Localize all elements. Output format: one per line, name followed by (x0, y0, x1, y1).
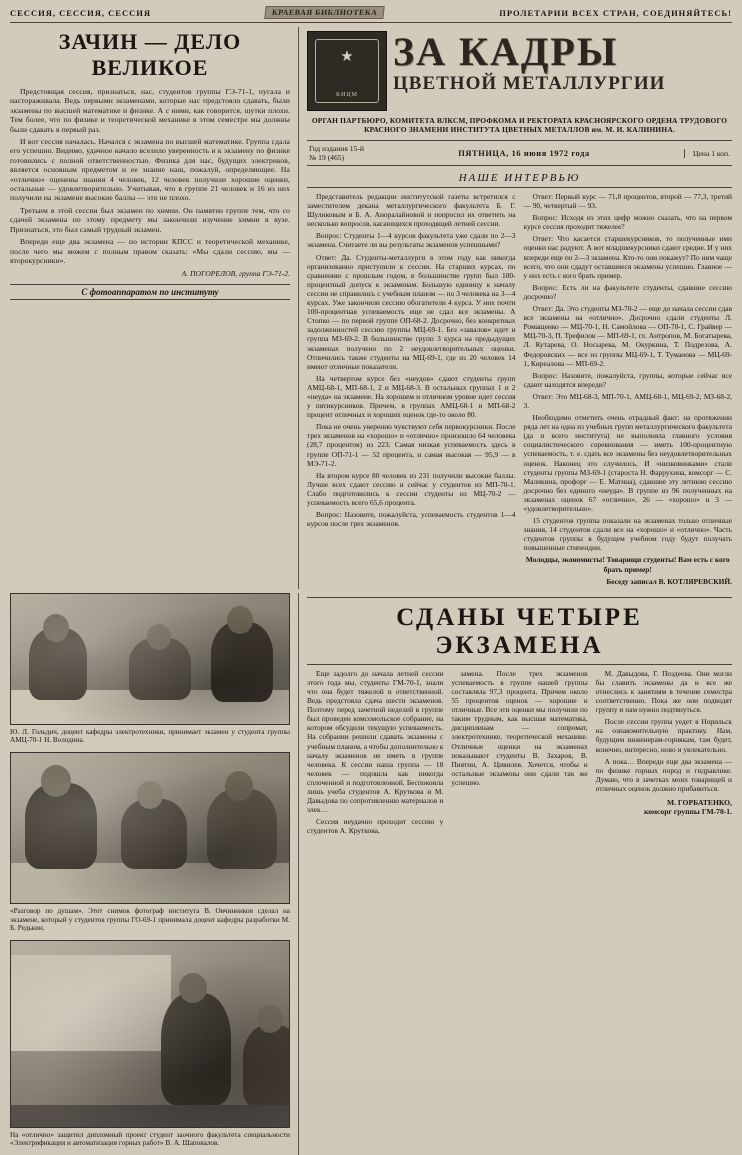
newspaper-title: ЗА КАДРЫ (393, 29, 619, 74)
publisher-line: ОРГАН ПАРТБЮРО, КОМИТЕТА ВЛКСМ, ПРОФКОМА И РЕКТОРАТА КРАСНОЯРСКОГО ОРДЕНА ТРУДОВОГО КРАСНОГО ЗНАМЕНИ ИНСТИТУТА ЦВЕТНЫХ МЕТАЛЛОВ им. М. И. КАЛИНИНА. (311, 116, 728, 134)
top-strip-slogan: ПРОЛЕТАРИИ ВСЕХ СТРАН, СОЕДИНЯЙТЕСЬ! (499, 7, 732, 18)
interview-call: Молодцы, экономисты! Товарищи студенты! Вам есть с кого брать пример! (525, 555, 730, 574)
interview-closing: Необходимо отметить очень отрадный факт: на протяжении ряда лет на одна из учебных групп металлургического факультета (да и всего института) не выполняла главного условия социалистического соревнования — иметь 100-процентную успеваемость, т. е. сдать все экзамены без неудовлетворительных оценок. Наконец это случилось. И «низковинками» стали студенты группы МЗ-69-1 (староста Н. Фаррухина, комсорг — С. Маликина, профорг — Е. Матина), сдавшие эту летнюю сессию досрочно без единого «неуда». В группе из 96 полученных на экзаменах оценок 67 «отлично», 26 — «хорошо» и 3 — «удовлетворительно». (523, 413, 732, 513)
feature-column-2 (451, 669, 587, 839)
lead-paragraph: Третьим в этой сессии был экзамен по химии. Он памятен группе тем, что со сдачей экзамена по этому предмету мы закончили изучение химии в вузе. Признаться, это был самый трудный экзамен. (10, 205, 290, 234)
interview-block: Ответ: Первый курс — 71,8 процентов, второй — 77,3, третий — 90, четвертый — 93. (523, 192, 732, 211)
lead-paragraph: Предстоящая сессия, признаться, нас, студентов группы ГЭ-71-1, пугала и настораживала. Ведь первыми экзаменами, которые нас предстояло сдавать, были экзамены по высшей математике и физике. А с ними, как говорится, шутки плохи. Тем более, что по физике и теоретической механике в этом семестре мы должны были сдавать в первый раз. (10, 87, 290, 134)
top-strip (10, 6, 732, 23)
photo-diploma-defense (10, 940, 290, 1128)
issue-number: № 19 (465) (309, 153, 345, 162)
interview-block: Ответ: Это МЦ-68-3, МП-70-1, АМЦ-68-1, МЦ-69-2, МЗ-68-2, 3. (523, 391, 732, 410)
masthead-column (298, 27, 732, 589)
feature-paragraph: А пока… Впереди еще два экзамена — по физике горных пород и гидравлике. Думаю, что в зачетках моих товарищей и отличных оценок должно прибавиться. (595, 756, 732, 793)
logo-block (307, 27, 732, 111)
feature-signature (596, 798, 732, 817)
interview-block: Вопрос: Студенты 1—4 курсов факультета уже сдали по 2—3 экзамена. Считаете ли вы результаты экзаменов успешными? (307, 231, 516, 250)
interview-column-left (307, 192, 516, 589)
masthead-section (10, 27, 732, 589)
interview-intro: Представитель редакции институтской газеты встретился с заместителем декана металлургического факультета Б. Г. Шуликовым и Б. А. Аноралайновой и попросил их ответить на несколько вопросов, касающихся проходящей летней сессии. (307, 192, 516, 229)
interview-block: Ответ: Что касается старшекурсников, то полученные ими оценки нас радуют. А вот младшекурсники сдают средне. И у них впереди еще по 2—3 экзамена. Кто-то они покажут? По ним чаще всего, что они сдадут оставшиеся экзамены успешно. Главное — у них есть с кого брать пример. (523, 234, 732, 280)
lead-article-signature: А. ПОГОРЕЛОВ, группа ГЭ-71-2. (181, 269, 290, 279)
feature-paragraph: Сессия неудачно проходит сессию у студентов А. Круткова, (307, 817, 444, 836)
feature-column-1 (307, 669, 443, 839)
library-stamp: КРАЕВАЯ БИБЛИОТЕКА (265, 6, 386, 19)
interview-columns (307, 192, 732, 589)
photo-caption-1: Ю. Л. Гольдич, доцент кафедры электротехники, принимает экзамен у студента группы АМЦ-70-1 Н. Володина. (10, 727, 290, 745)
feature-title-line2: ЭКЗАМЕНА (435, 631, 604, 659)
feature-paragraph: Еще задолго до начала летней сессии этого года мы, студенты ГМ-70-1, знали что она будет тяжелой и ответственной. Ведь предстояла сдача шести экзаменов. Поэтому перед зачетной неделей в группе был проведен комсомольское собрание, на котором обсудили текущую успеваемость. На собрании решили сдавать экзамены с учебным планом, а чтобы дополнительно к началу экзаменов не иметь в группе человека. К сессии наша группа — 18 человек — подошла как никогда сплоченной и подготовленной. Беспокоила лишь учеба студентов А. Круткова и М. Давыдова по сопротивлению материалов и элек… (307, 668, 444, 815)
feature-column (298, 593, 732, 1155)
interview-block: Пока не очень уверенно чувствуют себя первокурсники. После трех экзаменов на «хорошо» и «отлично» произошло 64 человека (28,7 процентов) из 223. Самая низкая успеваемость здесь в группе ОП-71-1 — 52 процента, и самая высокая — 95,9 — в МЭ-71-2. (307, 422, 516, 468)
institute-emblem-icon: ★ КИЦМ (307, 31, 387, 111)
interview-byline: Беседу записал В. КОТЛЯРЕВСКИЙ. (606, 576, 732, 586)
interview-block: Вопрос: Назовите, пожалуйста, успеваемость студентов 1—4 курсов после трех экзаменов. (307, 510, 516, 529)
emblem-label: КИЦМ (335, 92, 358, 98)
photo-section-ribbon: С фотоаппаратом по институту (10, 284, 290, 300)
feature-column-3 (596, 669, 732, 839)
issue-price: Цена 1 коп. (684, 149, 730, 158)
interview-block: Вопрос: Есть ли на факультете студенты, сдавшие сессию досрочно? (523, 282, 732, 301)
feature-title-line1: СДАНЫ ЧЕТЫРЕ (396, 603, 643, 631)
interview-block: Вопрос: Назовите, пожалуйста, группы, которые сейчас все сдают находятся впереди? (523, 370, 732, 389)
feature-paragraph: М. Давыдова, Г. Поздеева. Они могли бы славить экзамены да и все же отнеслись к занятиям в течение семестра соответственно. Пока же они подводят группу и нам нужно подтянуться. (595, 668, 732, 715)
photo-caption-3: На «отлично» защитил дипломный проект студент заочного факультета специальности «Электрификация и автоматизация горных работ» В. А. Шаповалов. (10, 1130, 290, 1148)
page-title: ЗАЧИН — ДЕЛО ВЕЛИКОЕ (58, 29, 242, 80)
top-strip-left: СЕССИЯ, СЕССИЯ, СЕССИЯ (10, 7, 152, 18)
interview-block: Ответ: Да. Это студенты МЗ-70-2 — еще до начала сессии сдав все экзамены на «отлично». Досрочно сдали студенты Л. Ромащенко — МЦ-70-1, Н. Самойлова — ОП-70-1, С. Грайвер — МЦ-70-3, П. Трефилов — МП-69-1, гл. Антропов, М. Богатырева, Л. Кутарева, О. Носырева, М. Окуркина, Т. Подрезова, А. Федоровских — все из группы МЦ-69-1, Т. Туманова — МЦ-69-1, Киреалова — МП-69-2. (523, 304, 732, 368)
interview-heading: НАШЕ ИНТЕРВЬЮ (307, 172, 732, 188)
photo-heart-to-heart (10, 752, 290, 904)
interview-block: На втором курсе 80 человек из 231 получили высокие баллы. Лучше всех сдают сессию и сейчас у студентов из МП-70-1. Слабо подготовились к сессии студенты из МЦ-70-2 — успеваемость всего 65,6 процента. (307, 470, 516, 507)
issue-meta-row (307, 140, 732, 166)
issue-meta-left (309, 144, 364, 162)
feature-signature-role: комсорг группы ГМ-70-1. (643, 807, 732, 817)
interview-block: На четвертом курсе без «неудов» сдают студенты групп АМЦ-68-1, МП-68-1, 2 и МЦ-68-3. В остальных группах 1 и 2 «неуда» на экзамене. На хорошем и отличном уровне идет сессия у пятикурсников. Причем, в группах АМЦ-68-1 и МП-68-2 процент отличных и хороших оценок где-то около 80. (307, 373, 516, 420)
feature-paragraph: После сессии группа уедет в Норильск на ознакомительную практику. Нам, будущим инженерам-горнякам, там будет, конечно, интересно, ново и увлекательно. (595, 717, 732, 754)
feature-paragraph: замена. После трех экзаменов успеваемость в группе нашей группы составляла 97,3 процента. Причем около 55 процентов оценок — хорошие и отличные. Все эти оценки мы получили по таким трудным, как высшая математика, дисциплинам — сопромат, электротехнике, теоретической механике. Отличные оценки на экзаменах показывают студенты В. Захаров, В. Пнятин, А. Цивилев. Хочется, чтобы и остальные экзамены они сдали так же успешно. (451, 668, 588, 787)
interview-block: Ответ: Да. Студенты-металлурги в этом году как никогда организованно приступили к сессии. На старших курсах, по сравнению с прошлым годом, в большинстве групп был 100-процентный допуск к экзаменам. Большую единицу к началу сессии не справились с учебным планом — по 3 человека на 3—4 курсах. Уже закончили сессию обогатители 4 курса. У них почти 100-процентная успеваемость еще не сдал все экзамены. А Стопко — по первой группе ОП-68-2. Досрочно, без конкретных задолженностей сессию группы МЦ-69-1. Без «завалов» идет и группа МЗ-69-2. В большинстве групп 3 курса на предыдущих экзаменах получено по 2 неудовлетворительных оценки. Отличились также студенты на МЦ-69-1, где из 20 человек 14 имеют отличные показатели. (307, 252, 516, 371)
photo-exam-electro (10, 593, 290, 725)
lead-article-body (10, 87, 290, 265)
issue-date: ПЯТНИЦА, 16 июня 1972 года (458, 148, 590, 158)
photo-caption-2: «Разговор по душам». Этот снимок фотограф института В. Овчинников сделал на экзамене, который у студентов группы ГО-69-1 принимала доцент кафедры разработки М. Б. Редькин. (10, 906, 290, 933)
newspaper-subtitle: ЦВЕТНОЙ МЕТАЛЛУРГИИ (393, 73, 666, 94)
publication-year: Год издания 15-й (309, 144, 364, 153)
feature-columns (307, 669, 732, 839)
lead-article-column (10, 27, 298, 589)
lead-paragraph: Впереди еще два экзамена — по истории КПСС и теоретической механике, после чего мы можем с полным правом сказать: «Мы сдали сессию, мы — второкурсники». (10, 237, 290, 265)
title-wrap (393, 27, 732, 95)
feature-signature-name: М. ГОРБАТЕНКО, (666, 797, 732, 807)
interview-closing: 15 студентов группы показали на экзаменах только отличные знания, 14 студентов сдали все на «хорошо» и «отлично». Часть студентов группы в будущем учебном году будут получать повышенные стипендии. (523, 516, 732, 553)
photo-column (10, 593, 298, 1155)
lower-section (10, 593, 732, 1155)
lead-paragraph: И вот сессия началась. Начался с экзамена по высшей математике. Группа сдала его успешно. Видимо, удачное начало вселило уверенность и к экзамену по физике готовились с полной ответственностью. Физика для нас, будущих электриков, является основным предметом и ее знание наш, пожалуй, определяющее. На «отлично» оценены знания 4 человек, 12 человек получили хорошие оценки, остальные — удовлетворительно. Учитывая, что в группе 21 человек и 16 из них получили на экзамене высокие баллы — это не плохо. (10, 137, 290, 203)
interview-column-right (524, 192, 733, 589)
interview-block: Вопрос: Исходя из этих цифр можно сказать, что на первом курсе сессия проходит тяжелее? (523, 213, 732, 232)
